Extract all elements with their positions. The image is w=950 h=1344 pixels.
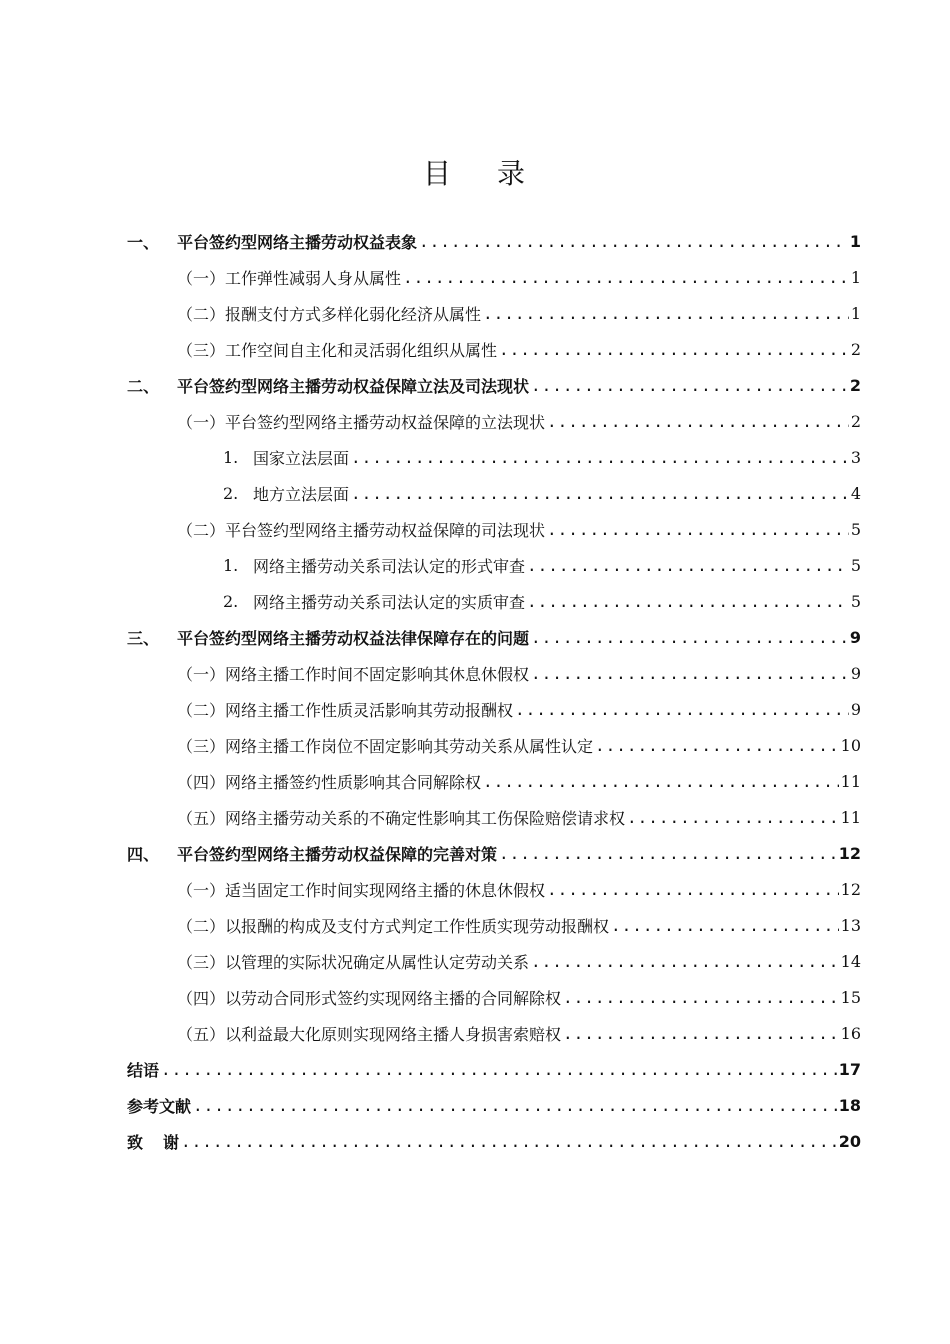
toc-dot-leader	[403, 268, 849, 287]
toc-page-number: 9	[850, 699, 861, 719]
toc-entry-title: （三）网络主播工作岗位不固定影响其劳动关系从属性认定	[177, 736, 594, 756]
toc-page-number: 1	[850, 303, 861, 323]
toc-dot-leader	[531, 952, 839, 971]
toc-page-number: 3	[850, 447, 861, 467]
toc-dot-leader	[527, 592, 849, 611]
toc-entry[interactable]	[127, 907, 861, 943]
toc-entry[interactable]	[127, 655, 861, 691]
toc-entry[interactable]	[127, 331, 861, 367]
toc-dot-leader	[595, 736, 839, 755]
toc-page-number: 18	[838, 1095, 861, 1115]
toc-entry[interactable]	[127, 475, 861, 511]
toc-entry[interactable]	[127, 943, 861, 979]
toc-page-number: 9	[849, 627, 861, 647]
toc-page-number: 20	[838, 1131, 861, 1151]
toc-entry-number: 三、	[127, 628, 160, 648]
toc-entry[interactable]	[127, 799, 861, 835]
toc-entry-number: 2.	[223, 591, 239, 611]
toc-entry[interactable]	[127, 259, 861, 295]
toc-dot-leader	[611, 916, 839, 935]
toc-page-number: 14	[840, 951, 861, 971]
toc-entry-title: （四）网络主播签约性质影响其合同解除权	[177, 772, 482, 792]
toc-dot-leader	[547, 880, 839, 899]
toc-page-number: 1	[850, 267, 861, 287]
toc-entry-title: 网络主播劳动关系司法认定的形式审查	[253, 556, 526, 576]
toc-entry[interactable]	[127, 727, 861, 763]
toc-page-number: 5	[850, 591, 861, 611]
toc-entry-title: 平台签约型网络主播劳动权益表象	[177, 232, 418, 252]
toc-entry-title-char-2: 谢	[163, 1132, 180, 1152]
toc-page-number: 11	[840, 807, 861, 827]
toc-entry-title: （二）平台签约型网络主播劳动权益保障的司法现状	[177, 520, 546, 540]
toc-entry[interactable]	[127, 367, 861, 403]
toc-entry[interactable]	[127, 547, 861, 583]
toc-dot-leader	[181, 1132, 837, 1151]
toc-entry-title: （五）网络主播劳动关系的不确定性影响其工伤保险赔偿请求权	[177, 808, 626, 828]
toc-entry[interactable]	[127, 583, 861, 619]
toc-dot-leader	[351, 448, 849, 467]
toc-dot-leader	[499, 844, 837, 863]
toc-dot-leader	[193, 1096, 837, 1115]
toc-entry-title-char-1: 致	[127, 1132, 144, 1152]
toc-dot-leader	[531, 376, 848, 395]
toc-entry-number: 一、	[127, 232, 160, 252]
toc-page-number: 16	[840, 1023, 861, 1043]
toc-entry-title: 参考文献	[127, 1096, 192, 1116]
toc-dot-leader	[499, 340, 849, 359]
toc-entry[interactable]	[127, 511, 861, 547]
toc-dot-leader	[483, 772, 839, 791]
toc-entry-title: （一）平台签约型网络主播劳动权益保障的立法现状	[177, 412, 546, 432]
toc-entry-title: （三）以管理的实际状况确定从属性认定劳动关系	[177, 952, 530, 972]
toc-page-number: 13	[840, 915, 861, 935]
toc-page-number: 2	[850, 411, 861, 431]
page-title-char-1: 目	[422, 157, 453, 190]
toc-entry-conclusion[interactable]	[127, 1051, 861, 1087]
toc-entry-title	[127, 1130, 179, 1153]
page-title	[0, 152, 950, 192]
toc-page-number: 10	[840, 735, 861, 755]
toc-page-number: 2	[850, 339, 861, 359]
toc-entry-title: （四）以劳动合同形式签约实现网络主播的合同解除权	[177, 988, 562, 1008]
toc-page-number: 5	[850, 555, 861, 575]
toc-entry-title: （五）以利益最大化原则实现网络主播人身损害索赔权	[177, 1024, 562, 1044]
toc-dot-leader	[483, 304, 849, 323]
toc-dot-leader	[563, 1024, 839, 1043]
toc-entry-title: 结语	[127, 1060, 160, 1080]
toc-entry[interactable]	[127, 1015, 861, 1051]
table-of-contents	[127, 223, 861, 1159]
toc-entry-acknowledgements[interactable]	[127, 1123, 861, 1159]
toc-entry-title: （一）网络主播工作时间不固定影响其休息休假权	[177, 664, 530, 684]
toc-dot-leader	[563, 988, 839, 1007]
toc-dot-leader	[515, 700, 849, 719]
toc-page-number: 9	[850, 663, 861, 683]
toc-entry-title: 国家立法层面	[253, 448, 350, 468]
toc-dot-leader	[547, 520, 849, 539]
toc-entry-title: （一）适当固定工作时间实现网络主播的休息休假权	[177, 880, 546, 900]
toc-dot-leader	[351, 484, 849, 503]
toc-page-number: 11	[840, 771, 861, 791]
toc-dot-leader	[161, 1060, 837, 1079]
toc-page-number: 5	[850, 519, 861, 539]
toc-entry-title: （二）网络主播工作性质灵活影响其劳动报酬权	[177, 700, 514, 720]
toc-page-number: 4	[850, 483, 861, 503]
toc-entry[interactable]	[127, 691, 861, 727]
toc-entry-number: 1.	[223, 555, 239, 575]
toc-page-number: 15	[840, 987, 861, 1007]
toc-entry-number: 2.	[223, 483, 239, 503]
toc-entry-number: 1.	[223, 447, 239, 467]
toc-entry[interactable]	[127, 979, 861, 1015]
toc-dot-leader	[527, 556, 849, 575]
toc-page-number: 2	[849, 375, 861, 395]
toc-entry[interactable]	[127, 619, 861, 655]
toc-dot-leader	[547, 412, 849, 431]
toc-dot-leader	[419, 232, 848, 251]
toc-entry[interactable]	[127, 223, 861, 259]
toc-entry[interactable]	[127, 403, 861, 439]
toc-entry-title: 平台签约型网络主播劳动权益保障立法及司法现状	[177, 376, 530, 396]
toc-entry-title: （二）报酬支付方式多样化弱化经济从属性	[177, 304, 482, 324]
toc-entry[interactable]	[127, 295, 861, 331]
toc-entry[interactable]	[127, 835, 861, 871]
toc-entry-title: 平台签约型网络主播劳动权益保障的完善对策	[177, 844, 498, 864]
toc-entry-number: 四、	[127, 844, 160, 864]
page-title-char-2: 录	[497, 157, 528, 190]
toc-entry-number: 二、	[127, 376, 160, 396]
toc-page-number: 12	[838, 843, 861, 863]
toc-entry-references[interactable]	[127, 1087, 861, 1123]
toc-dot-leader	[531, 628, 848, 647]
toc-entry-title: 网络主播劳动关系司法认定的实质审查	[253, 592, 526, 612]
toc-dot-leader	[627, 808, 839, 827]
toc-entry[interactable]	[127, 871, 861, 907]
toc-entry-title: 平台签约型网络主播劳动权益法律保障存在的问题	[177, 628, 530, 648]
toc-entry-title: 地方立法层面	[253, 484, 350, 504]
toc-page-number: 17	[838, 1059, 861, 1079]
toc-entry-title: （三）工作空间自主化和灵活弱化组织从属性	[177, 340, 498, 360]
toc-page-number: 1	[849, 231, 861, 251]
toc-entry-title: （二）以报酬的构成及支付方式判定工作性质实现劳动报酬权	[177, 916, 610, 936]
toc-entry[interactable]	[127, 763, 861, 799]
toc-page-number: 12	[840, 879, 861, 899]
toc-entry-title: （一）工作弹性减弱人身从属性	[177, 268, 402, 288]
toc-entry[interactable]	[127, 439, 861, 475]
toc-dot-leader	[531, 664, 849, 683]
